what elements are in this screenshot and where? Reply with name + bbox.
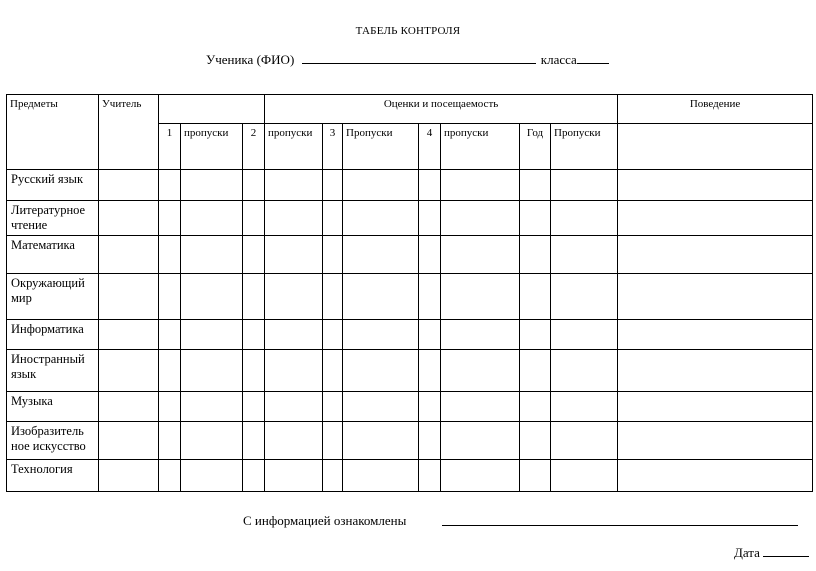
grade-cell: [181, 201, 243, 236]
grade-cell: [243, 422, 265, 460]
subheader-q2: 2: [243, 124, 265, 170]
table-row: [7, 422, 813, 460]
grade-cell: [618, 170, 813, 201]
grade-cell: [99, 236, 159, 274]
grade-cell: [265, 170, 323, 201]
grade-cell: [343, 392, 419, 422]
subject-name: Изобразитель ное искусство: [7, 422, 99, 460]
grade-cell: [343, 350, 419, 392]
date-line: [734, 543, 811, 561]
grade-cell: [419, 460, 441, 492]
grade-cell: [520, 201, 551, 236]
grade-cell: [159, 422, 181, 460]
control-table: [6, 94, 813, 492]
grade-cell: [243, 201, 265, 236]
subheader-q3-absences: Пропуски: [343, 124, 419, 170]
subject-name: Математика: [7, 236, 99, 274]
grade-cell: [181, 274, 243, 320]
header-subjects: Предметы: [7, 95, 99, 170]
header-teacher: Учитель: [99, 95, 159, 170]
grade-cell: [323, 274, 343, 320]
subheader-year: Год: [520, 124, 551, 170]
subheader-q4: 4: [419, 124, 441, 170]
table-row: [7, 392, 813, 422]
grade-cell: [323, 392, 343, 422]
subject-name: Русский язык: [7, 170, 99, 201]
student-line: [206, 50, 611, 68]
grade-cell: [618, 422, 813, 460]
grade-cell: [243, 350, 265, 392]
grade-cell: [99, 201, 159, 236]
grade-cell: [343, 201, 419, 236]
grade-cell: [551, 460, 618, 492]
grade-cell: [343, 422, 419, 460]
grade-cell: [181, 170, 243, 201]
grade-cell: [520, 274, 551, 320]
grade-cell: [323, 460, 343, 492]
subject-rows: [7, 170, 813, 492]
grade-cell: [551, 274, 618, 320]
subheader-q1-absences: пропуски: [181, 124, 243, 170]
grade-cell: [551, 392, 618, 422]
grade-cell: [618, 201, 813, 236]
grade-cell: [618, 392, 813, 422]
grade-cell: [441, 274, 520, 320]
grade-cell: [159, 392, 181, 422]
table-row: [7, 274, 813, 320]
grade-cell: [441, 320, 520, 350]
subheader-q1: 1: [159, 124, 181, 170]
grade-cell: [243, 274, 265, 320]
grade-cell: [441, 350, 520, 392]
grade-cell: [243, 460, 265, 492]
grade-cell: [99, 460, 159, 492]
grade-cell: [265, 274, 323, 320]
subject-name: Литературное чтение: [7, 201, 99, 236]
grade-cell: [323, 236, 343, 274]
grade-cell: [551, 170, 618, 201]
grade-cell: [551, 422, 618, 460]
grade-cell: [243, 236, 265, 274]
subject-name: Технология: [7, 460, 99, 492]
grade-cell: [520, 170, 551, 201]
date-label: Дата: [734, 545, 760, 560]
grade-cell: [551, 320, 618, 350]
header-grades: Оценки и посещаемость: [265, 95, 618, 124]
grade-cell: [323, 350, 343, 392]
grade-cell: [265, 392, 323, 422]
grade-cell: [419, 422, 441, 460]
date-blank: [763, 543, 809, 557]
table-row: [7, 460, 813, 492]
subheader-q2-absences: пропуски: [265, 124, 323, 170]
grade-cell: [99, 392, 159, 422]
grade-cell: [181, 350, 243, 392]
grade-cell: [323, 170, 343, 201]
grade-cell: [551, 236, 618, 274]
document-title: ТАБЕЛЬ КОНТРОЛЯ: [355, 25, 461, 37]
grade-cell: [520, 236, 551, 274]
grade-cell: [159, 274, 181, 320]
grade-cell: [419, 201, 441, 236]
grade-cell: [159, 350, 181, 392]
grade-cell: [343, 274, 419, 320]
grade-cell: [441, 460, 520, 492]
class-label: класса: [540, 52, 577, 67]
grade-cell: [243, 170, 265, 201]
grade-cell: [99, 320, 159, 350]
grade-cell: [181, 422, 243, 460]
grade-cell: [265, 201, 323, 236]
grade-cell: [520, 422, 551, 460]
grade-cell: [159, 170, 181, 201]
grade-cell: [551, 201, 618, 236]
grade-cell: [441, 236, 520, 274]
subject-name: Информатика: [7, 320, 99, 350]
grade-cell: [520, 350, 551, 392]
grade-cell: [99, 350, 159, 392]
grade-cell: [243, 392, 265, 422]
grade-cell: [265, 422, 323, 460]
grade-cell: [520, 320, 551, 350]
grade-cell: [618, 320, 813, 350]
subheader-year-absences: Пропуски: [551, 124, 618, 170]
grade-cell: [265, 236, 323, 274]
grade-cell: [181, 460, 243, 492]
subject-name: Музыка: [7, 392, 99, 422]
grade-cell: [441, 201, 520, 236]
grade-cell: [419, 392, 441, 422]
grade-cell: [265, 460, 323, 492]
subheader-q3: 3: [323, 124, 343, 170]
grade-cell: [441, 392, 520, 422]
grade-cell: [618, 350, 813, 392]
acknowledgement-label: С информацией ознакомлены: [243, 513, 407, 528]
table-row: [7, 201, 813, 236]
grade-cell: [265, 320, 323, 350]
grade-cell: [159, 236, 181, 274]
grade-cell: [618, 274, 813, 320]
grade-cell: [343, 460, 419, 492]
grade-cell: [618, 236, 813, 274]
header-behavior: Поведение: [618, 95, 813, 124]
student-name-blank: [302, 50, 536, 64]
grade-cell: [243, 320, 265, 350]
grade-cell: [323, 201, 343, 236]
grade-cell: [419, 274, 441, 320]
student-label: Ученика (ФИО): [206, 52, 295, 67]
subject-name: Иностранный язык: [7, 350, 99, 392]
class-blank: [577, 50, 609, 64]
grade-cell: [343, 320, 419, 350]
grade-cell: [159, 320, 181, 350]
grade-cell: [99, 422, 159, 460]
table-row: [7, 170, 813, 201]
grade-cell: [323, 422, 343, 460]
grade-cell: [343, 236, 419, 274]
grade-cell: [99, 170, 159, 201]
grade-cell: [618, 460, 813, 492]
subheader-q4-absences: пропуски: [441, 124, 520, 170]
grade-cell: [265, 350, 323, 392]
subheader-behavior-empty: [618, 124, 813, 170]
grade-cell: [551, 350, 618, 392]
table-row: [7, 236, 813, 274]
grade-cell: [419, 320, 441, 350]
grade-cell: [181, 236, 243, 274]
grade-cell: [99, 274, 159, 320]
table-row: [7, 320, 813, 350]
grade-cell: [441, 422, 520, 460]
header-empty-cell: [159, 95, 265, 124]
grade-cell: [419, 236, 441, 274]
grade-cell: [419, 350, 441, 392]
grade-cell: [343, 170, 419, 201]
table-row: [7, 350, 813, 392]
grade-cell: [323, 320, 343, 350]
grade-cell: [159, 201, 181, 236]
acknowledgement-signature-line: [442, 525, 798, 526]
subject-name: Окружающий мир: [7, 274, 99, 320]
grade-cell: [419, 170, 441, 201]
grade-cell: [441, 170, 520, 201]
grade-cell: [520, 392, 551, 422]
grade-cell: [181, 392, 243, 422]
grade-cell: [159, 460, 181, 492]
grade-cell: [520, 460, 551, 492]
grade-cell: [181, 320, 243, 350]
